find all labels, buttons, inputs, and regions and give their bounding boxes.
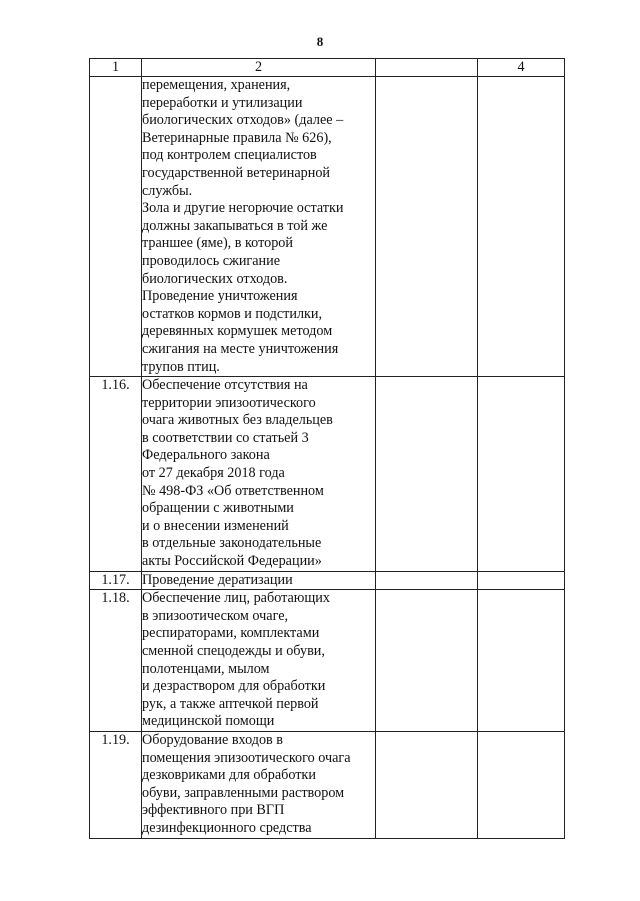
header-col-4: 4 — [478, 59, 565, 77]
row-measure-text — [142, 77, 376, 377]
row-col-4-empty — [478, 377, 565, 572]
row-col-3-empty — [376, 77, 478, 377]
measure-text-line: дезинфекционного средства — [142, 819, 312, 836]
table-row — [90, 731, 565, 838]
page-number: 8 — [316, 34, 324, 49]
header-row — [90, 59, 565, 77]
measure-text-line: Оборудование входов в — [142, 731, 284, 748]
measure-text-line: Зола и другие негорючие остатки — [142, 200, 344, 217]
measure-text-line: Федерального закона — [142, 447, 270, 464]
row-measure-text — [142, 731, 376, 838]
measure-text-line: Обеспечение отсутствия на — [142, 377, 308, 394]
measure-text-line: эффективного при ВГП — [142, 802, 285, 819]
row-col-3-empty — [376, 731, 478, 838]
header-col-1: 1 — [90, 59, 142, 77]
measure-text-line: полотенцами, мылом — [142, 660, 270, 677]
row-col-4-empty — [478, 77, 565, 377]
measure-text-line: в эпизоотическом очаге, — [142, 607, 289, 624]
measure-text-line: территории эпизоотического — [142, 394, 316, 411]
measure-text-line: помещения эпизоотического очага — [142, 749, 351, 766]
measure-text-line: должны закапываться в той же — [142, 217, 328, 234]
table-row — [90, 571, 565, 590]
row-measure-text — [142, 377, 376, 572]
row-col-4-empty — [478, 731, 565, 838]
measure-text-line: биологических отходов» (далее – — [142, 112, 344, 129]
measure-text-line: переработки и утилизации — [142, 94, 303, 111]
measure-text-line: акты Российской Федерации» — [142, 553, 322, 570]
row-col-3-empty — [376, 377, 478, 572]
measure-text-line: обуви, заправленными раствором — [142, 784, 345, 801]
measure-text-line: траншее (яме), в которой — [142, 235, 293, 252]
measure-text-line: проводилось сжигание — [142, 252, 281, 269]
measure-text-line: очага животных без владельцев — [142, 412, 333, 429]
measure-text-line: Проведение уничтожения — [142, 288, 298, 305]
measure-text-line: Проведение дератизации — [142, 571, 293, 588]
measure-text-line: деревянных кормушек методом — [142, 323, 333, 340]
measure-text-line: и дезраствором для обработки — [142, 678, 326, 695]
measure-text-line: остатков кормов и подстилки, — [142, 305, 323, 322]
measure-text-line: № 498-ФЗ «Об ответственном — [142, 482, 324, 499]
row-col-3-empty — [376, 590, 478, 732]
measure-text-line: под контролем специалистов — [142, 147, 317, 164]
measure-text-line: респираторами, комплектами — [142, 625, 320, 642]
measure-text-line: медицинской помощи — [142, 713, 275, 730]
measure-text-line: перемещения, хранения, — [142, 77, 291, 93]
table-row — [90, 377, 565, 572]
measure-text-line: рук, а также аптечкой первой — [142, 695, 319, 712]
row-col-3-empty — [376, 571, 478, 590]
measure-text-line: биологических отходов. — [142, 270, 288, 287]
row-number: 1.18. — [90, 590, 142, 732]
measure-text-line: обращении с животными — [142, 500, 294, 517]
measures-table — [89, 58, 565, 839]
table-body — [90, 77, 565, 839]
measure-text-line: службы. — [142, 182, 193, 199]
measure-text-line: в соответствии со статьей 3 — [142, 429, 309, 446]
row-col-4-empty — [478, 571, 565, 590]
measure-text-line: от 27 декабря 2018 года — [142, 465, 285, 482]
row-measure-text — [142, 571, 376, 590]
row-number: 1.19. — [90, 731, 142, 838]
row-number — [90, 77, 142, 377]
table-row — [90, 590, 565, 732]
measure-text-line: Ветеринарные правила № 626), — [142, 129, 332, 146]
measure-text-line: и о внесении изменений — [142, 517, 289, 534]
measure-text-line: государственной ветеринарной — [142, 164, 331, 181]
measure-text-line: Обеспечение лиц, работающих — [142, 590, 330, 607]
measure-text-line: дезковриками для обработки — [142, 767, 316, 784]
measure-text-line: сжигания на месте уничтожения — [142, 340, 339, 357]
measure-text-line: сменной спецодежды и обуви, — [142, 643, 325, 659]
table-row — [90, 77, 565, 377]
row-col-4-empty — [478, 590, 565, 732]
header-col-2: 2 — [142, 59, 376, 77]
row-measure-text — [142, 590, 376, 732]
measure-text-line: в отдельные законодательные — [142, 535, 322, 552]
row-number: 1.16. — [90, 377, 142, 572]
row-number: 1.17. — [90, 571, 142, 590]
header-col-3 — [376, 59, 478, 77]
measure-text-line: трупов птиц. — [142, 358, 220, 375]
